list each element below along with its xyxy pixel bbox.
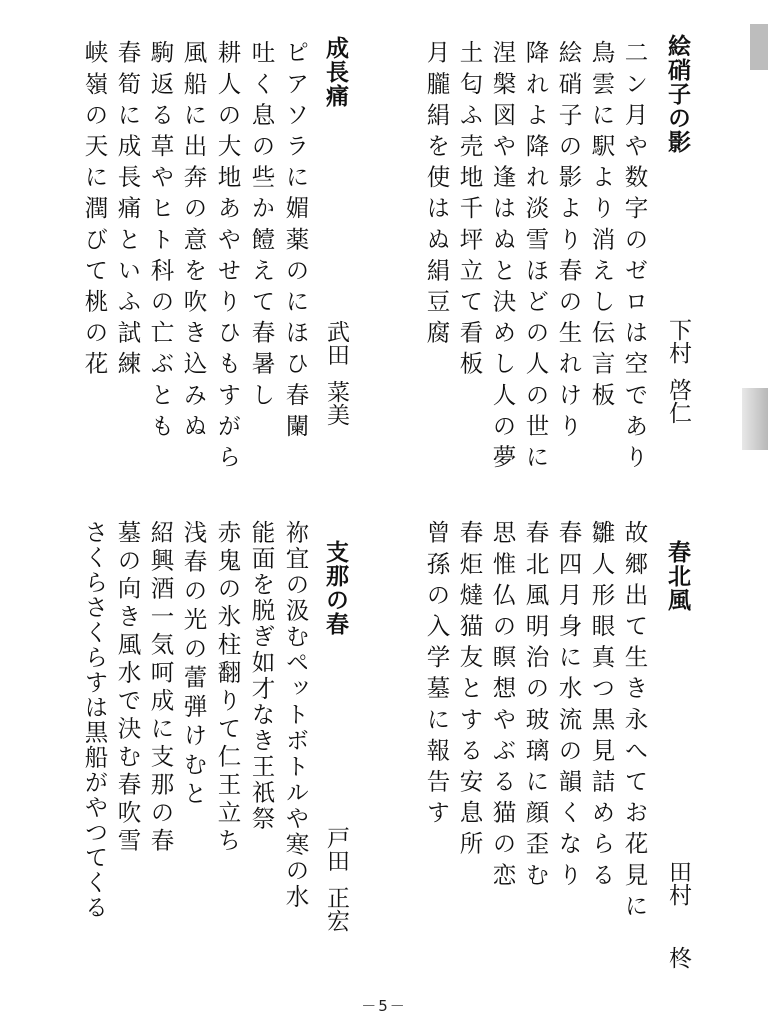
author-family-name: 下村 — [665, 318, 691, 364]
author-given-name: 菜美 — [323, 380, 349, 426]
haiku-3-6: 春炬燵猫友とする安息所 — [455, 520, 484, 863]
haiku-2-7: 峡嶺の天に潤びて桃の花 — [80, 40, 109, 383]
haiku-3-2: 雛人形眼真つ黒見詰めらる — [587, 520, 616, 894]
author-given-name: 啓仁 — [665, 378, 691, 424]
page-number: －5－ — [361, 997, 407, 1015]
author-family-name: 武田 — [323, 320, 349, 366]
author-given-name: 正宏 — [323, 886, 349, 932]
haiku-4-1: 祢宜の汲むペットボトルや寒の水 — [281, 520, 310, 910]
haiku-2-5: 駒返る草やヒト科の亡ぶとも — [146, 40, 175, 445]
haiku-2-6: 春筍に成長痛といふ試練 — [113, 40, 142, 383]
haiku-1-6: 土匂ふ売地千坪立て看板 — [455, 40, 484, 383]
haiku-2-2: 吐く息の些か饐えて春暑し — [247, 40, 276, 414]
author-family-name: 田村 — [665, 860, 691, 906]
section-title-4: 支那の春 — [322, 540, 349, 636]
haiku-4-4: 浅春の光の蕾弾けむと — [179, 520, 208, 810]
section-title-3: 春北風 — [664, 540, 691, 612]
haiku-1-3: 絵硝子の影より春の生れけり — [554, 40, 583, 445]
haiku-3-4: 春北風明治の玻璃に顔歪む — [521, 520, 550, 894]
author-name-3 — [666, 860, 689, 969]
scan-edge-mark-middle — [742, 388, 768, 450]
haiku-1-5: 涅槃図や逢はぬと決めし人の夢 — [488, 40, 517, 476]
haiku-4-3: 赤鬼の氷柱翻りて仁王立ち — [213, 520, 242, 856]
haiku-4-5: 紹興酒一気呵成に支那の春 — [146, 520, 175, 856]
scan-edge-mark-top — [750, 24, 768, 70]
haiku-2-4: 風船に出奔の意を吹き込みぬ — [179, 40, 208, 445]
author-family-name: 戸田 — [323, 826, 349, 872]
haiku-3-7: 曾孫の入学墓に報告す — [422, 520, 451, 831]
author-name-1 — [666, 318, 689, 424]
haiku-4-6: 墓の向き風水で決む春吹雪 — [113, 520, 142, 856]
author-name-2 — [324, 320, 347, 426]
haiku-4-7: さくらさくらすは黒船がやつてくる — [80, 520, 109, 920]
haiku-2-3: 耕人の大地あやせりひもすがら — [213, 40, 242, 476]
haiku-1-7: 月朧絹を使はぬ絹豆腐 — [422, 40, 451, 351]
section-title-2: 成長痛 — [322, 36, 349, 108]
haiku-1-4: 降れよ降れ淡雪ほどの人の世に — [521, 40, 550, 476]
haiku-3-5: 思惟仏の瞑想やぶる猫の恋 — [488, 520, 517, 894]
haiku-4-2: 能面を脱ぎ如才なき王祇祭 — [247, 520, 276, 832]
author-given-name: 柊 — [665, 946, 691, 969]
author-name-4 — [324, 826, 347, 932]
haiku-1-1: 二ン月や数字のゼロは空であり — [620, 40, 649, 476]
haiku-3-1: 故郷出て生き永へてお花見に — [620, 520, 649, 925]
haiku-3-3: 春四月身に水流の韻くなり — [554, 520, 583, 894]
haiku-1-2: 鳥雲に駅より消えし伝言板 — [587, 40, 616, 414]
haiku-2-1: ピアソラに媚薬のにほひ春闌 — [281, 40, 310, 445]
section-title-1: 絵硝子の影 — [664, 34, 691, 154]
